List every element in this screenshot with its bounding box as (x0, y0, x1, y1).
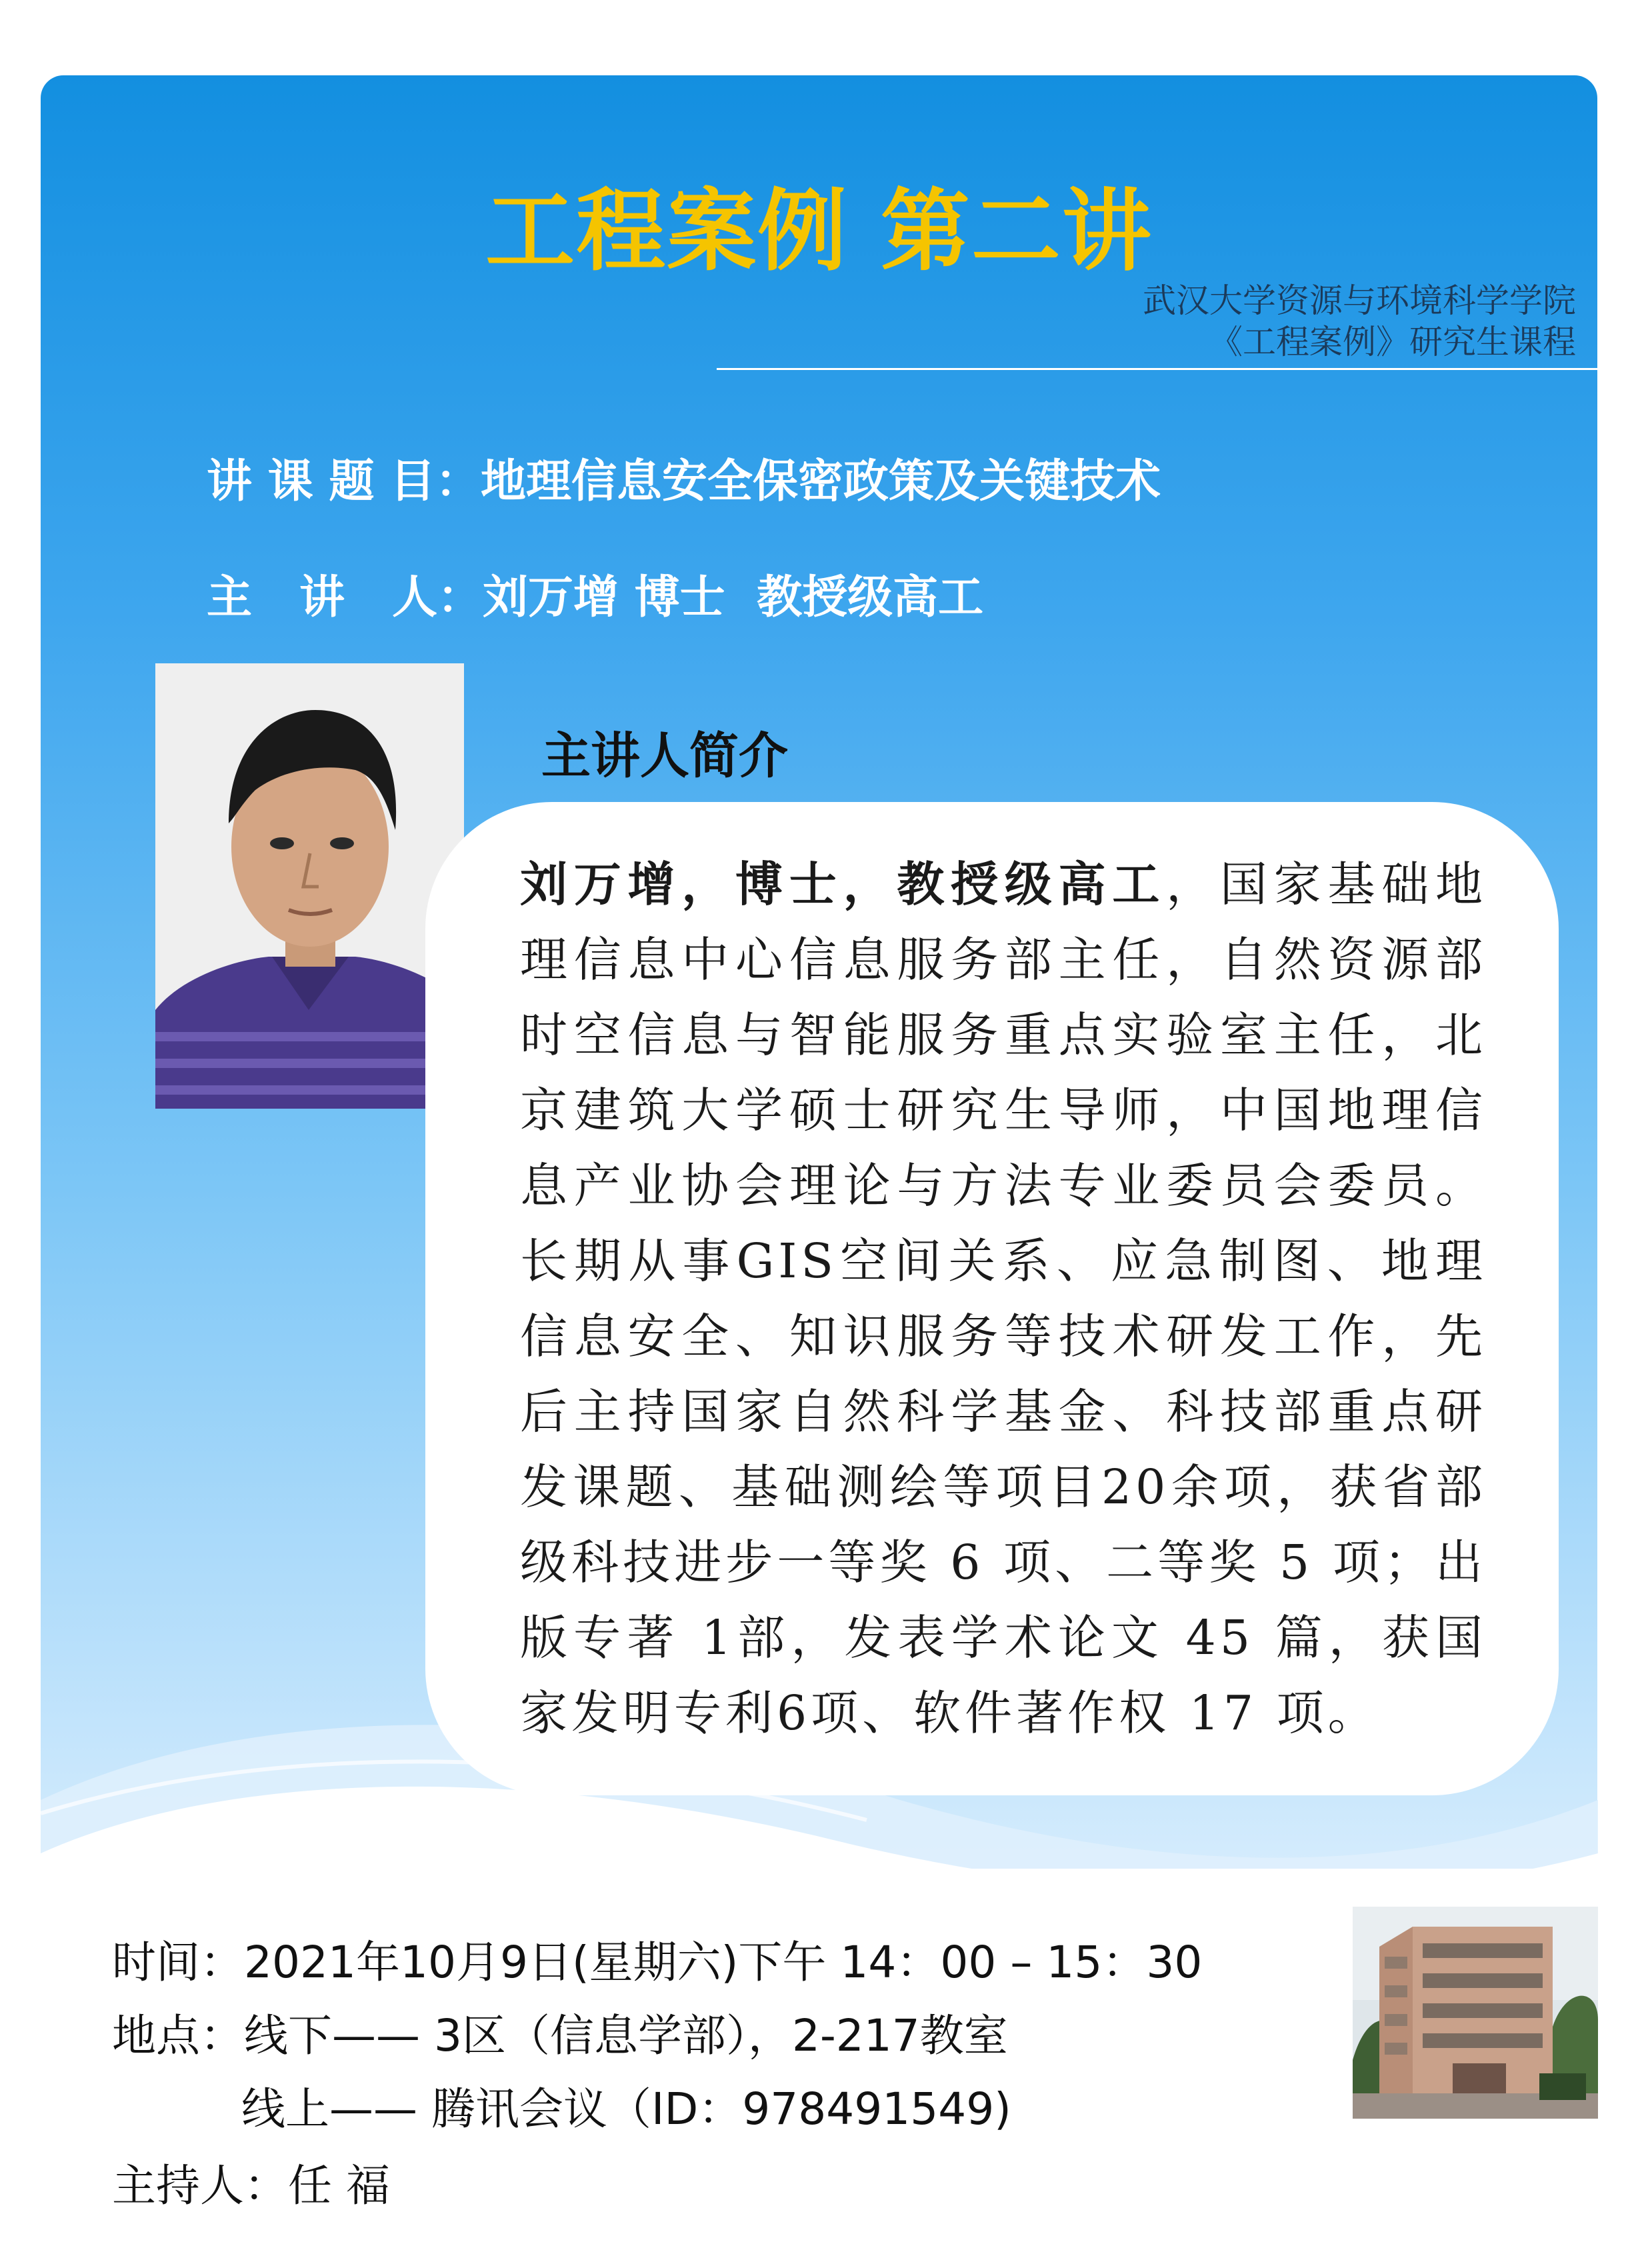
building-photo (1353, 1907, 1598, 2119)
bio-text (520, 847, 1487, 1751)
lecture-topic: 讲 课 题 目：地理信息安全保密政策及关键技术 (207, 455, 1161, 508)
bio-heading: 主讲人简介 (541, 727, 788, 785)
organizer-block (1143, 280, 1576, 363)
event-host: 主持人：任 福 (112, 2160, 390, 2211)
event-place-online: 线上—— 腾讯会议（ID：978491549) (241, 2083, 1011, 2135)
poster-title: 工程案例 第二讲 (485, 179, 1153, 283)
bio-body: ，国家基础地理信息中心信息服务部主任，自然资源部时空信息与智能服务重点实验室主任，北京建筑大学硕士研究生导师，中国地理信息产业协会理论与方法专业委员会委员。长期从事GIS空间关系、应急制图、地理信息安全、知识服务等技术研发工作，先后主持国家自然科学基金、科技部重点研发课题、基础测绘等项目20余项，获省部级科技进步一等奖 6 项、二等奖 5 项；出版专著 1部，发表学术论文 45 篇，获国家发明专利6项、软件著作权 17 项。 (520, 857, 1487, 1741)
header-divider (717, 368, 1598, 370)
event-time: 时间：2021年10月9日(星期六)下午 14：00 – 15：30 (112, 1937, 1203, 1988)
lecture-speaker: 主 讲 人：刘万增 博士 教授级高工 (207, 571, 984, 624)
organizer-school: 武汉大学资源与环境科学学院 (1143, 281, 1576, 320)
speaker-portrait (155, 663, 464, 1109)
bio-lead: 刘万增，博士，教授级高工 (520, 856, 1167, 912)
organizer-course: 《工程案例》研究生课程 (1209, 323, 1576, 361)
event-place-offline: 地点：线下—— 3区（信息学部），2-217教室 (112, 2010, 1008, 2061)
